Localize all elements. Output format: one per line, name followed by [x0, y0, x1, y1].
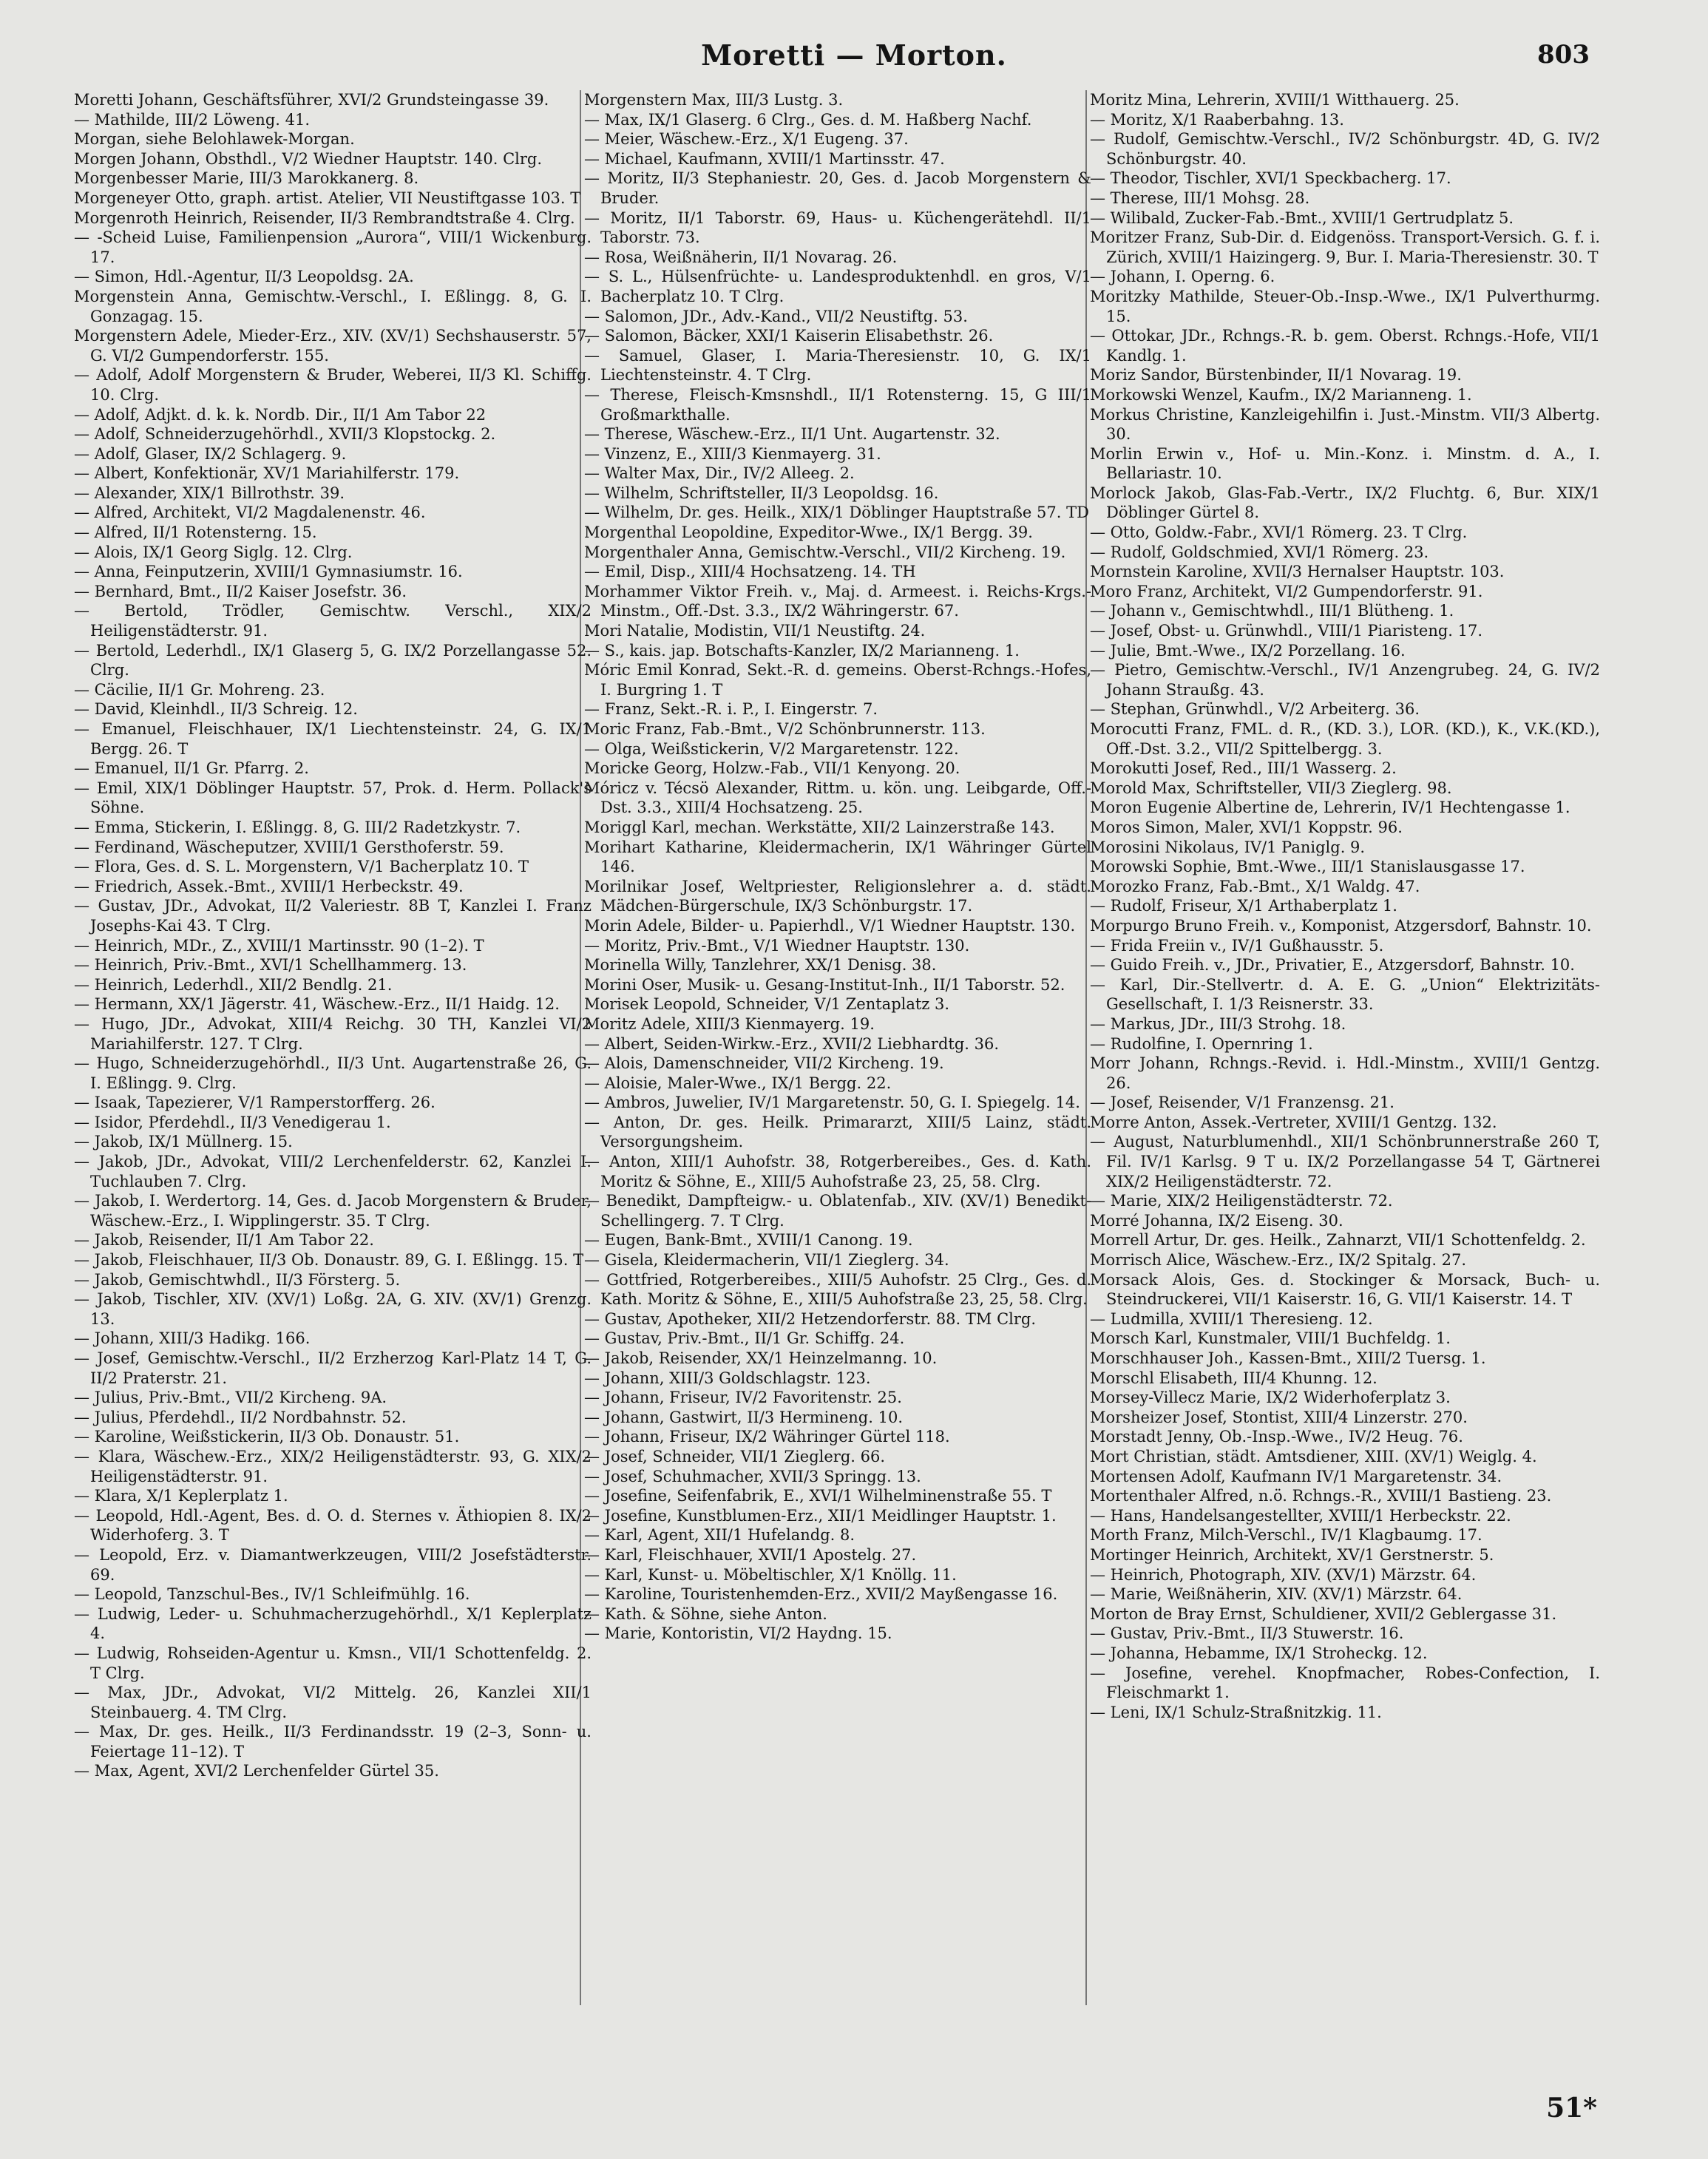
page-title: Moretti — Morton.	[701, 38, 1007, 72]
directory-entry: Moro Franz, Architekt, VI/2 Gumpendorferstr. 91.	[1090, 582, 1483, 600]
page-number: 803	[1537, 40, 1590, 70]
directory-entry: — Josefine, Kunstblumen-Erz., XII/1 Meidlinger Hauptstr. 1.	[584, 1506, 1057, 1525]
directory-entry: — Kath. & Söhne, siehe Anton.	[584, 1604, 827, 1623]
directory-entry: — Johann, XIII/3 Goldschlagstr. 123.	[584, 1369, 871, 1387]
directory-entry: — Josef, Reisender, V/1 Franzensg. 21.	[1090, 1094, 1394, 1112]
directory-entry: — Samuel, Glaser, I. Maria-Theresienstr. 10, G. IX/1 Liechtensteinstr. 4. T Clrg.	[584, 346, 1091, 384]
directory-entry: Morosini Nikolaus, IV/1 Paniglg. 9.	[1090, 838, 1366, 856]
directory-entry: — Markus, JDr., III/3 Strohg. 18.	[1090, 1014, 1346, 1033]
directory-entry: — Hugo, JDr., Advokat, XIII/4 Reichg. 30 TH, Kanzlei VI/2 Mariahilferstr. 127. T Clrg.	[74, 1014, 592, 1053]
directory-entry: — Josef, Obst- u. Grünwhdl., VIII/1 Piaristeng. 17.	[1090, 622, 1483, 640]
directory-entry: — Moritz, II/1 Taborstr. 69, Haus- u. Küchengerätehdl. II/1 Taborstr. 73.	[584, 209, 1091, 247]
directory-entry: — Jakob, JDr., Advokat, VIII/2 Lerchenfelderstr. 62, Kanzlei I. Tuchlauben 7. Clrg.	[74, 1153, 592, 1190]
directory-entry: — Emanuel, Fleischhauer, IX/1 Liechtensteinstr. 24, G. IX/1 Bergg. 26. T	[74, 720, 592, 758]
directory-entry: — Johann, Friseur, IX/2 Währinger Gürtel 118.	[584, 1428, 950, 1446]
directory-entry: — Gustav, Priv.-Bmt., II/3 Stuwerstr. 16.	[1090, 1624, 1404, 1643]
directory-entry: — Vinzenz, E., XIII/3 Kienmayerg. 31.	[584, 444, 881, 463]
directory-entry: Móricz v. Técsö Alexander, Rittm. u. kön. ung. Leibgarde, Off.-Dst. 3.3., XIII/4 Hochsatzeng. 25.	[584, 779, 1091, 817]
directory-entry: — Karl, Agent, XII/1 Hufelandg. 8.	[584, 1526, 855, 1545]
directory-entry: — Heinrich, Priv.-Bmt., XVI/1 Schellhammerg. 13.	[74, 956, 467, 975]
directory-entry: Morgen Johann, Obsthdl., V/2 Wiedner Hauptstr. 140. Clrg.	[74, 149, 543, 168]
directory-entry: — Julius, Pferdehdl., II/2 Nordbahnstr. 52.	[74, 1408, 407, 1426]
directory-entry: Morsey-Villecz Marie, IX/2 Widerhoferplatz 3.	[1090, 1389, 1451, 1407]
directory-entry: — Adolf, Schneiderzugehörhdl., XVII/3 Klopstockg. 2.	[74, 425, 496, 444]
directory-entry: — Marie, Kontoristin, VI/2 Haydng. 15.	[584, 1624, 892, 1643]
directory-entry: — Emil, XIX/1 Döblinger Hauptstr. 57, Prok. d. Herm. Pollack's Söhne.	[74, 779, 592, 817]
directory-entry: Morgeneyer Otto, graph. artist. Atelier, VII Neustiftgasse 103. T	[74, 189, 581, 207]
directory-entry: — Alfred, Architekt, VI/2 Magdalenenstr. 46.	[74, 504, 426, 522]
directory-entry: — Mathilde, III/2 Löweng. 41.	[74, 110, 311, 129]
directory-entry: — Moritz, II/3 Stephaniestr. 20, Ges. d. Jacob Morgenstern & Bruder.	[584, 169, 1091, 207]
directory-entry: — Therese, Fleisch-Kmsnshdl., II/1 Rotensterng. 15, G III/1 Großmarkthalle.	[584, 385, 1091, 424]
directory-entry: — Flora, Ges. d. S. L. Morgenstern, V/1 Bacherplatz 10. T	[74, 858, 529, 876]
directory-entry: — Leopold, Hdl.-Agent, Bes. d. O. d. Sternes v. Äthiopien 8. IX/2 Widerhoferg. 3. T	[74, 1506, 592, 1545]
directory-entry: — Salomon, JDr., Adv.-Kand., VII/2 Neustiftg. 53.	[584, 307, 968, 325]
directory-entry: — Gustav, Priv.-Bmt., II/1 Gr. Schiffg. 24.	[584, 1329, 905, 1348]
directory-entry: — Hans, Handelsangestellter, XVIII/1 Herbeckstr. 22.	[1090, 1506, 1511, 1525]
directory-entry: Morgenstern Max, III/3 Lustg. 3.	[584, 91, 844, 109]
directory-entry: — Anna, Feinputzerin, XVIII/1 Gymnasiumstr. 16.	[74, 563, 463, 581]
directory-entry: — Heinrich, Photograph, XIV. (XV/1) Märzstr. 64.	[1090, 1565, 1477, 1584]
directory-entry: Morlin Erwin v., Hof- u. Min.-Konz. i. Minstm. d. A., I. Bellariastr. 10.	[1090, 444, 1600, 483]
directory-entry: — Cäcilie, II/1 Gr. Mohreng. 23.	[74, 680, 325, 699]
directory-entry: Morrell Artur, Dr. ges. Heilk., Zahnarzt, VII/1 Schottenfeldg. 2.	[1090, 1231, 1586, 1250]
directory-entry: Morhammer Viktor Freih. v., Maj. d. Armeest. i. Reichs-Krgs.-Minstm., Off.-Dst. 3.3., IX/2 Währingerstr. 67.	[584, 582, 1091, 620]
directory-column-2	[584, 90, 1091, 2087]
directory-entry: — Emil, Disp., XIII/4 Hochsatzeng. 14. TH	[584, 563, 916, 581]
directory-entry: — Gustav, Apotheker, XII/2 Hetzendorferstr. 88. TM Clrg.	[584, 1309, 1037, 1328]
directory-entry: Morstadt Jenny, Ob.-Insp.-Wwe., IV/2 Heug. 76.	[1090, 1428, 1463, 1446]
directory-entry: — Rudolfine, I. Opernring 1.	[1090, 1034, 1313, 1053]
directory-entry: Morré Johanna, IX/2 Eiseng. 30.	[1090, 1211, 1343, 1230]
directory-entry: — Otto, Goldw.-Fabr., XVI/1 Römerg. 23. T Clrg.	[1090, 523, 1468, 542]
directory-entry: Morsch Karl, Kunstmaler, VIII/1 Buchfeldg. 1.	[1090, 1329, 1451, 1348]
directory-entry: — Olga, Weißstickerin, V/2 Margaretenstr. 122.	[584, 739, 959, 758]
directory-entry: — Adolf, Adjkt. d. k. k. Nordb. Dir., II/1 Am Tabor 22	[74, 405, 487, 424]
directory-entry: Morozko Franz, Fab.-Bmt., X/1 Waldg. 47.	[1090, 877, 1420, 895]
directory-entry: — S., kais. jap. Botschafts-Kanzler, IX/2 Marianneng. 1.	[584, 641, 1020, 660]
directory-entry: Mornstein Karoline, XVII/3 Hernalser Hauptstr. 103.	[1090, 563, 1505, 581]
directory-entry: — Max, Agent, XVI/2 Lerchenfelder Gürtel 35.	[74, 1762, 439, 1780]
directory-entry: Moriz Sandor, Bürstenbinder, II/1 Novarag. 19.	[1090, 366, 1462, 384]
directory-entry: Morowski Sophie, Bmt.-Wwe., III/1 Stanislausgasse 17.	[1090, 858, 1525, 876]
directory-entry: — Leopold, Tanzschul-Bes., IV/1 Schleifmühlg. 16.	[74, 1585, 470, 1604]
directory-entry: — Adolf, Glaser, IX/2 Schlagerg. 9.	[74, 444, 347, 463]
directory-entry: — Josef, Schuhmacher, XVII/3 Springg. 13.	[584, 1467, 921, 1485]
directory-entry: — Pietro, Gemischtw.-Verschl., IV/1 Anzengrubeg. 24, G. IV/2 Johann Straußg. 43.	[1090, 661, 1600, 699]
directory-entry: — Rosa, Weißnäherin, II/1 Novarag. 26.	[584, 248, 898, 266]
directory-entry: Morth Franz, Milch-Verschl., IV/1 Klagbaumg. 17.	[1090, 1526, 1482, 1545]
directory-entry: — Jakob, I. Werdertorg. 14, Ges. d. Jacob Morgenstern & Bruder, Wäschew.-Erz., I. Wipplingerstr. 35. T Clrg.	[74, 1192, 592, 1230]
directory-entry: — Johann v., Gemischtwhdl., III/1 Blütheng. 1.	[1090, 602, 1454, 620]
directory-entry: Morschl Elisabeth, III/4 Khunng. 12.	[1090, 1369, 1377, 1387]
directory-entry: Morkus Christine, Kanzleigehilfin i. Just.-Minstm. VII/3 Albertg. 30.	[1090, 405, 1600, 444]
directory-entry: — Marie, XIX/2 Heiligenstädterstr. 72.	[1090, 1192, 1393, 1210]
directory-entry: — Stephan, Grünwhdl., V/2 Arbeiterg. 36.	[1090, 700, 1420, 719]
directory-entry: — Aloisie, Maler-Wwe., IX/1 Bergg. 22.	[584, 1074, 892, 1092]
directory-entry: — Salomon, Bäcker, XXI/1 Kaiserin Elisabethstr. 26.	[584, 327, 994, 345]
directory-entry: — Klara, X/1 Keplerplatz 1.	[74, 1487, 288, 1505]
directory-entry: — Leni, IX/1 Schulz-Straßnitzkig. 11.	[1090, 1703, 1382, 1721]
directory-entry: — Leopold, Erz. v. Diamantwerkzeugen, VIII/2 Josefstädterstr. 69.	[74, 1545, 592, 1584]
directory-entry: — Meier, Wäschew.-Erz., X/1 Eugeng. 37.	[584, 130, 909, 149]
directory-entry: — Eugen, Bank-Bmt., XVIII/1 Canong. 19.	[584, 1231, 913, 1250]
directory-entry: — Wilibald, Zucker-Fab.-Bmt., XVIII/1 Gertrudplatz 5.	[1090, 209, 1514, 227]
directory-entry: Morgenbesser Marie, III/3 Marokkanerg. 8.	[74, 169, 419, 188]
directory-entry: — Heinrich, Lederhdl., XII/2 Bendlg. 21.	[74, 975, 393, 994]
directory-entry: — Jakob, Tischler, XIV. (XV/1) Loßg. 2A, G. XIV. (XV/1) Grenzg. 13.	[74, 1290, 592, 1328]
directory-entry: — Karoline, Weißstickerin, II/3 Ob. Donaustr. 51.	[74, 1428, 460, 1446]
directory-entry: — Klara, Wäschew.-Erz., XIX/2 Heiligenstädterstr. 93, G. XIX/2 Heiligenstädterstr. 91.	[74, 1447, 592, 1485]
directory-entry: Mort Christian, städt. Amtsdiener, XIII. (XV/1) Weiglg. 4.	[1090, 1447, 1537, 1465]
directory-entry: — Frida Freiin v., IV/1 Gußhausstr. 5.	[1090, 936, 1384, 955]
directory-entry: — Emanuel, II/1 Gr. Pfarrg. 2.	[74, 759, 309, 778]
directory-entry: Morton de Bray Ernst, Schuldiener, XVII/2 Geblergasse 31.	[1090, 1604, 1557, 1623]
directory-entry: Móric Emil Konrad, Sekt.-R. d. gemeins. Oberst-Rchngs.-Hofes, I. Burgring 1. T	[584, 661, 1091, 699]
directory-entry: — Josef, Schneider, VII/1 Zieglerg. 66.	[584, 1447, 886, 1465]
directory-entry: Morgenroth Heinrich, Reisender, II/3 Rembrandtstraße 4. Clrg.	[74, 209, 575, 227]
directory-entry: Morocutti Franz, FML. d. R., (KD. 3.), LOR. (KD.), K., V.K.(KD.), Off.-Dst. 3.2., VII/2 Spittelbergg. 3.	[1090, 720, 1600, 758]
directory-entry: — Franz, Sekt.-R. i. P., I. Eingerstr. 7.	[584, 700, 878, 719]
directory-column-3	[1090, 90, 1600, 2087]
directory-entry: — Isidor, Pferdehdl., II/3 Venedigerau 1.	[74, 1113, 391, 1131]
directory-entry: — Johann, Friseur, IV/2 Favoritenstr. 25.	[584, 1389, 902, 1407]
directory-entry: — Therese, Wäschew.-Erz., II/1 Unt. Augartenstr. 32.	[584, 425, 1000, 444]
directory-entry: Mori Natalie, Modistin, VII/1 Neustiftg. 24.	[584, 622, 926, 640]
directory-entry: — Rudolf, Gemischtw.-Verschl., IV/2 Schönburgstr. 4D, G. IV/2 Schönburgstr. 40.	[1090, 130, 1600, 168]
directory-entry: Moritz Adele, XIII/3 Kienmayerg. 19.	[584, 1014, 875, 1033]
directory-entry: — Heinrich, MDr., Z., XVIII/1 Martinsstr. 90 (1–2). T	[74, 936, 484, 955]
directory-entry: Morgenthal Leopoldine, Expeditor-Wwe., IX/1 Bergg. 39.	[584, 523, 1033, 542]
directory-entry: Morisek Leopold, Schneider, V/1 Zentaplatz 3.	[584, 995, 950, 1014]
directory-entry: — Max, Dr. ges. Heilk., II/3 Ferdinandsstr. 19 (2–3, Sonn- u. Feiertage 11–12). T	[74, 1723, 592, 1760]
directory-entry: Morsack Alois, Ges. d. Stockinger & Morsack, Buch- u. Steindruckerei, VII/1 Kaiserstr. 16, G. VII/1 Kaiserstr. 14. T	[1090, 1270, 1600, 1309]
directory-entry: — Hermann, XX/1 Jägerstr. 41, Wäschew.-Erz., II/1 Haidg. 12.	[74, 995, 560, 1014]
directory-entry: — Hugo, Schneiderzugehörhdl., II/3 Unt. Augartenstraße 26, G. I. Eßlingg. 9. Clrg.	[74, 1054, 592, 1092]
directory-entry: — Josef, Gemischtw.-Verschl., II/2 Erzherzog Karl-Platz 14 T, G. II/2 Praterstr. 21.	[74, 1349, 592, 1387]
directory-entry: Morinella Willy, Tanzlehrer, XX/1 Denisg. 38.	[584, 956, 937, 975]
directory-entry: — Jakob, Fleischhauer, II/3 Ob. Donaustr. 89, G. I. Eßlingg. 15. T	[74, 1251, 584, 1270]
directory-entry: — Jakob, Reisender, II/1 Am Tabor 22.	[74, 1231, 374, 1250]
directory-entry: — Julius, Priv.-Bmt., VII/2 Kircheng. 9A.	[74, 1389, 387, 1407]
directory-entry: — Josefine, verehel. Knopfmacher, Robes-Confection, I. Fleischmarkt 1.	[1090, 1664, 1600, 1702]
directory-entry: Moric Franz, Fab.-Bmt., V/2 Schönbrunnerstr. 113.	[584, 720, 986, 738]
directory-entry: Moritzky Mathilde, Steuer-Ob.-Insp.-Wwe., IX/1 Pulverthurmg. 15.	[1090, 287, 1600, 325]
directory-column-1	[74, 90, 592, 2087]
directory-entry: — Therese, III/1 Mohsg. 28.	[1090, 189, 1310, 207]
directory-entry: — Rudolf, Goldschmied, XVI/1 Römerg. 23.	[1090, 543, 1429, 561]
directory-entry: — Moritz, Priv.-Bmt., V/1 Wiedner Hauptstr. 130.	[584, 936, 970, 955]
directory-entry: Moriggl Karl, mechan. Werkstätte, XII/2 Lainzerstraße 143.	[584, 818, 1055, 836]
directory-entry: Morrisch Alice, Wäschew.-Erz., IX/2 Spitalg. 27.	[1090, 1251, 1467, 1270]
directory-entry: — Guido Freih. v., JDr., Privatier, E., Atzgersdorf, Bahnstr. 10.	[1090, 956, 1575, 975]
directory-entry: Moros Simon, Maler, XVI/1 Koppstr. 96.	[1090, 818, 1403, 836]
directory-entry: Morgan, siehe Belohlawek-Morgan.	[74, 130, 355, 149]
directory-entry: — Michael, Kaufmann, XVIII/1 Martinsstr. 47.	[584, 149, 945, 168]
directory-entry: — Simon, Hdl.-Agentur, II/3 Leopoldsg. 2A.	[74, 268, 414, 286]
directory-entry: Morold Max, Schriftsteller, VII/3 Zieglerg. 98.	[1090, 779, 1452, 797]
directory-entry: — Moritz, X/1 Raaberbahng. 13.	[1090, 110, 1344, 129]
directory-entry: — Max, JDr., Advokat, VI/2 Mittelg. 26, Kanzlei XII/1 Steinbauerg. 4. TM Clrg.	[74, 1684, 592, 1721]
directory-entry: — Gustav, JDr., Advokat, II/2 Valeriestr. 8B T, Kanzlei I. Franz Josephs-Kai 43. T Clrg.	[74, 897, 592, 935]
directory-entry: — Johann, XIII/3 Hadikg. 166.	[74, 1329, 311, 1348]
directory-entry: Moron Eugenie Albertine de, Lehrerin, IV/1 Hechtengasse 1.	[1090, 799, 1570, 817]
directory-entry: Morre Anton, Assek.-Vertreter, XVIII/1 Gentzg. 132.	[1090, 1113, 1497, 1131]
directory-entry: — Alexander, XIX/1 Billrothstr. 39.	[74, 484, 345, 502]
directory-entry: Moritzer Franz, Sub-Dir. d. Eidgenöss. Transport-Versich. G. f. i. Zürich, XVIII/1 Haizingerg. 9, Bur. I. Maria-Theresienstr. 30. T	[1090, 228, 1600, 266]
directory-entry: — Ambros, Juwelier, IV/1 Margaretenstr. 50, G. I. Spiegelg. 14.	[584, 1094, 1080, 1112]
directory-entry: — Bertold, Trödler, Gemischtw. Verschl., XIX/2 Heiligenstädterstr. 91.	[74, 602, 592, 640]
directory-entry: — Gisela, Kleidermacherin, VII/1 Zieglerg. 34.	[584, 1251, 949, 1270]
directory-entry: Morlock Jakob, Glas-Fab.-Vertr., IX/2 Fluchtg. 6, Bur. XIX/1 Döblinger Gürtel 8.	[1090, 484, 1600, 522]
directory-entry: — Walter Max, Dir., IV/2 Alleeg. 2.	[584, 464, 855, 483]
directory-entry: Moricke Georg, Holzw.-Fab., VII/1 Kenyong. 20.	[584, 759, 960, 778]
directory-entry: — Max, IX/1 Glaserg. 6 Clrg., Ges. d. M. Haßberg Nachf.	[584, 110, 1032, 129]
directory-entry: — David, Kleinhdl., II/3 Schreig. 12.	[74, 700, 358, 719]
directory-entry: — Anton, XIII/1 Auhofstr. 38, Rotgerbereibes., Ges. d. Kath. Moritz & Söhne, E., XIII/5 Auhofstraße 23, 25, 58. Clrg.	[584, 1153, 1091, 1190]
directory-entry: — Adolf, Adolf Morgenstern & Bruder, Weberei, II/3 Kl. Schiffg. 10. Clrg.	[74, 366, 592, 404]
directory-entry: Morokutti Josef, Red., III/1 Wasserg. 2.	[1090, 759, 1397, 778]
directory-entry: — Albert, Konfektionär, XV/1 Mariahilferstr. 179.	[74, 464, 460, 483]
directory-entry: Morschhauser Joh., Kassen-Bmt., XIII/2 Tuersg. 1.	[1090, 1349, 1486, 1367]
directory-entry: — Marie, Weißnäherin, XIV. (XV/1) Märzstr. 64.	[1090, 1585, 1463, 1604]
directory-entry: — Rudolf, Friseur, X/1 Arthaberplatz 1.	[1090, 897, 1397, 915]
directory-entry: — Gottfried, Rotgerbereibes., XIII/5 Auhofstr. 25 Clrg., Ges. d. Kath. Moritz & Söhne, E., XIII/5 Auhofstraße 23, 25, 58. Clrg.	[584, 1270, 1091, 1309]
page-header	[0, 0, 1708, 81]
directory-entry: Mortenthaler Alfred, n.ö. Rchngs.-R., XVIII/1 Bastieng. 23.	[1090, 1487, 1552, 1505]
directory-entry: — Wilhelm, Dr. ges. Heilk., XIX/1 Döblinger Hauptstraße 57. TD	[584, 504, 1089, 522]
directory-entry: — Anton, Dr. ges. Heilk. Primararzt, XIII/5 Lainz, städt. Versorgungsheim.	[584, 1113, 1091, 1151]
directory-entry: Mortinger Heinrich, Architekt, XV/1 Gerstnerstr. 5.	[1090, 1545, 1494, 1564]
directory-entry: Morin Adele, Bilder- u. Papierhdl., V/1 Wiedner Hauptstr. 130.	[584, 916, 1076, 935]
directory-entry: Morr Johann, Rchngs.-Revid. i. Hdl.-Minstm., XVIII/1 Gentzg. 26.	[1090, 1054, 1600, 1092]
directory-entry: — August, Naturblumenhdl., XII/1 Schönbrunnerstraße 260 T, Fil. IV/1 Karlsg. 9 T u. IX/2 Porzellangasse 54 T, Gärtnerei XIX/2 Heiligenstädterstr. 72.	[1090, 1133, 1600, 1190]
directory-entry: Morini Oser, Musik- u. Gesang-Institut-Inh., II/1 Taborstr. 52.	[584, 975, 1065, 994]
directory-entry: — S. L., Hülsenfrüchte- u. Landesproduktenhdl. en gros, V/1 Bacherplatz 10. T Clrg.	[584, 268, 1091, 305]
directory-entry: — Isaak, Tapezierer, V/1 Ramperstorfferg. 26.	[74, 1094, 436, 1112]
directory-entry: — Ludmilla, XVIII/1 Theresieng. 12.	[1090, 1309, 1373, 1328]
directory-entry: — Alois, Damenschneider, VII/2 Kircheng. 19.	[584, 1054, 944, 1073]
directory-entry: Morilnikar Josef, Weltpriester, Religionslehrer a. d. städt. Mädchen-Bürgerschule, IX/3 Schönburgstr. 17.	[584, 877, 1091, 915]
directory-entry: — Ferdinand, Wäscheputzer, XVIII/1 Gersthoferstr. 59.	[74, 838, 504, 856]
directory-entry: Mortensen Adolf, Kaufmann IV/1 Margaretenstr. 34.	[1090, 1467, 1502, 1485]
directory-entry: — Benedikt, Dampfteigw.- u. Oblatenfab., XIV. (XV/1) Benedikt-Schellingerg. 7. T Clrg.	[584, 1192, 1091, 1230]
directory-entry: — Bernhard, Bmt., II/2 Kaiser Josefstr. 36.	[74, 582, 407, 600]
directory-entry: — Ludwig, Rohseiden-Agentur u. Kmsn., VII/1 Schottenfeldg. 2. T Clrg.	[74, 1644, 592, 1682]
directory-entry: — Ottokar, JDr., Rchngs.-R. b. gem. Oberst. Rchngs.-Hofe, VII/1 Kandlg. 1.	[1090, 327, 1600, 365]
directory-entry: — Johann, Gastwirt, II/3 Hermineng. 10.	[584, 1408, 903, 1426]
directory-entry: Morihart Katharine, Kleidermacherin, IX/1 Währinger Gürtel 146.	[584, 838, 1091, 876]
directory-entry: — Albert, Seiden-Wirkw.-Erz., XVII/2 Liebhardtg. 36.	[584, 1034, 1000, 1053]
directory-entry: — Johanna, Hebamme, IX/1 Stroheckg. 12.	[1090, 1644, 1428, 1662]
directory-entry: — Wilhelm, Schriftsteller, II/3 Leopoldsg. 16.	[584, 484, 939, 502]
directory-entry: — -Scheid Luise, Familienpension „Aurora“, VIII/1 Wickenburg. 17.	[74, 228, 592, 266]
directory-entry: — Theodor, Tischler, XVI/1 Speckbacherg. 17.	[1090, 169, 1451, 188]
directory-entry: Moritz Mina, Lehrerin, XVIII/1 Witthauerg. 25.	[1090, 91, 1460, 109]
directory-entry: — Jakob, Gemischtwhdl., II/3 Försterg. 5.	[74, 1270, 401, 1289]
directory-entry: — Julie, Bmt.-Wwe., IX/2 Porzellang. 16.	[1090, 641, 1406, 660]
signature-mark: 51*	[1546, 2092, 1597, 2124]
directory-entry: Morsheizer Josef, Stontist, XIII/4 Linzerstr. 270.	[1090, 1408, 1468, 1426]
directory-entry: — Karl, Kunst- u. Möbeltischler, X/1 Knöllg. 11.	[584, 1565, 957, 1584]
directory-entry: — Karl, Fleischhauer, XVII/1 Apostelg. 27.	[584, 1545, 917, 1564]
directory-entry: — Alois, IX/1 Georg Siglg. 12. Clrg.	[74, 543, 353, 561]
directory-entry: — Alfred, II/1 Rotensterng. 15.	[74, 523, 317, 542]
directory-entry: — Jakob, Reisender, XX/1 Heinzelmanng. 10.	[584, 1349, 938, 1367]
directory-entry: Morgenstein Anna, Gemischtw.-Verschl., I. Eßlingg. 8, G. I. Gonzagag. 15.	[74, 287, 592, 325]
directory-entry: — Karl, Dir.-Stellvertr. d. A. E. G. „Union“ Elektrizitäts-Gesellschaft, I. 1/3 Reisnerstr. 33.	[1090, 975, 1600, 1014]
directory-entry: — Friedrich, Assek.-Bmt., XVIII/1 Herbeckstr. 49.	[74, 877, 464, 895]
directory-entry: Morgenthaler Anna, Gemischtw.-Verschl., VII/2 Kircheng. 19.	[584, 543, 1066, 561]
directory-entry: — Emma, Stickerin, I. Eßlingg. 8, G. III/2 Radetzkystr. 7.	[74, 818, 521, 836]
directory-entry: — Jakob, IX/1 Müllnerg. 15.	[74, 1133, 293, 1151]
directory-entry: Morkowski Wenzel, Kaufm., IX/2 Marianneng. 1.	[1090, 385, 1472, 404]
directory-entry: — Bertold, Lederhdl., IX/1 Glaserg 5, G. IX/2 Porzellangasse 52. Clrg.	[74, 641, 592, 679]
directory-entry: Morpurgo Bruno Freih. v., Komponist, Atzgersdorf, Bahnstr. 10.	[1090, 916, 1592, 935]
directory-entry: Morgenstern Adele, Mieder-Erz., XIV. (XV/1) Sechshauserstr. 57, G. VI/2 Gumpendorferstr. 155.	[74, 327, 592, 365]
directory-entry: — Ludwig, Leder- u. Schuhmacherzugehörhdl., X/1 Keplerplatz 4.	[74, 1604, 592, 1643]
directory-entry: — Johann, I. Operng. 6.	[1090, 268, 1275, 286]
directory-entry: — Josefine, Seifenfabrik, E., XVI/1 Wilhelminenstraße 55. T	[584, 1487, 1052, 1505]
directory-entry: Moretti Johann, Geschäftsführer, XVI/2 Grundsteingasse 39.	[74, 91, 549, 109]
directory-entry: — Karoline, Touristenhemden-Erz., XVII/2 Mayßengasse 16.	[584, 1585, 1058, 1604]
